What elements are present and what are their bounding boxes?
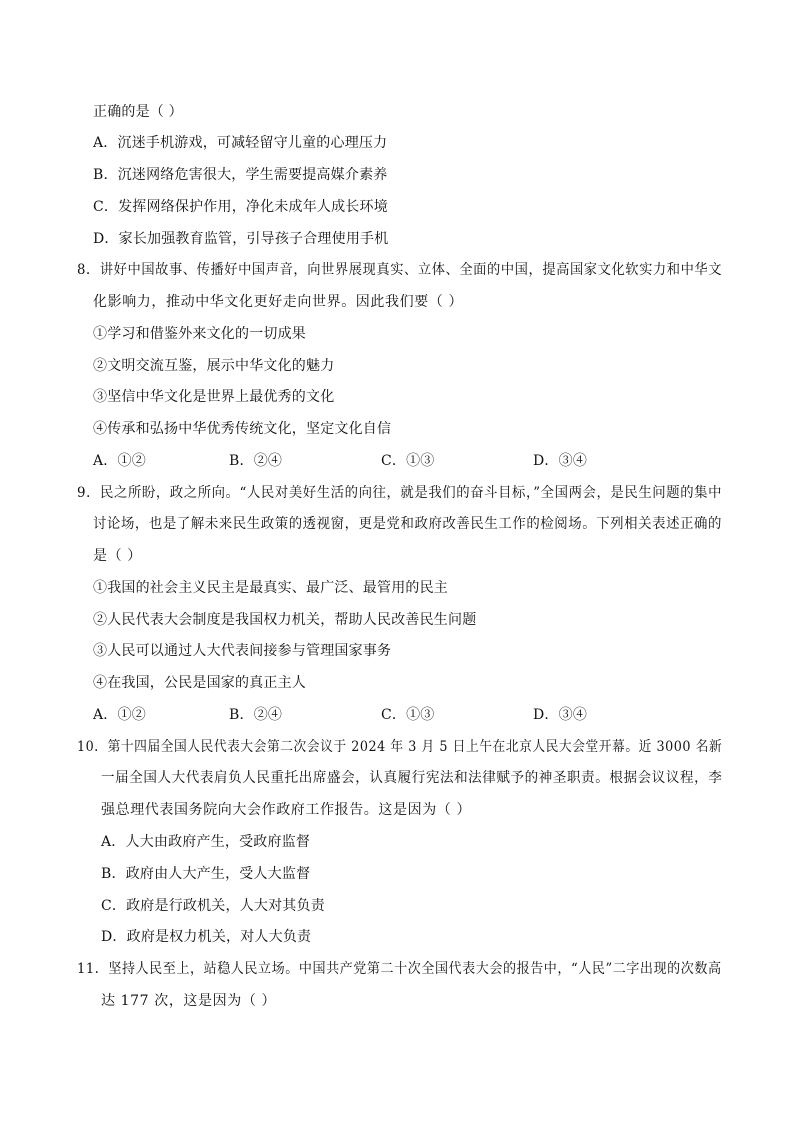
q9-statement-2: ②人民代表大会制度是我国权力机关，帮助人民改善民生问题 bbox=[93, 612, 477, 628]
q9-choice-a: A．①② bbox=[93, 707, 146, 723]
q9-stem-line-3: 是（ ） bbox=[93, 548, 142, 564]
q10-stem-line-1: 10．第十四届全国人民代表大会第二次会议于 2024 年 3 月 5 日上午在北京人民大会堂开幕。近 3000 名新 bbox=[77, 739, 723, 755]
q8-choice-d: D．③④ bbox=[533, 453, 588, 469]
q7-stem-tail: 正确的是（ ） bbox=[93, 104, 183, 120]
q9-stem-line-2: 讨论场，也是了解未来民生政策的透视窗，更是党和政府改善民生工作的检阅场。下列相关表述正确的 bbox=[93, 516, 723, 532]
q7-option-d: D．家长加强教育监管，引导孩子合理使用手机 bbox=[93, 231, 389, 247]
q9-statement-4: ④在我国，公民是国家的真正主人 bbox=[93, 675, 306, 691]
q8-statement-4: ④传承和弘扬中华优秀传统文化，坚定文化自信 bbox=[93, 421, 392, 437]
q9-choice-b: B．②④ bbox=[229, 707, 283, 723]
q9-stem-line-1: 9．民之所盼，政之所向。“人民对美好生活的向往，就是我们的奋斗目标，”全国两会，是民生问题的集中 bbox=[77, 485, 723, 501]
q11-stem-line-1: 11．坚持人民至上，站稳人民立场。中国共产党第二十次全国代表大会的报告中，“人民”二字出现的次数高 bbox=[77, 961, 722, 977]
q8-choice-b: B．②④ bbox=[229, 453, 283, 469]
q10-option-d: D．政府是权力机关，对人大负责 bbox=[101, 929, 312, 945]
q8-stem-line-2: 化影响力，推动中华文化更好走向世界。因此我们要（ ） bbox=[93, 294, 464, 310]
q11-stem-line-2: 达 177 次，这是因为（ ） bbox=[101, 993, 277, 1009]
q10-stem-line-3: 强总理代表国务院向大会作政府工作报告。这是因为（ ） bbox=[101, 802, 472, 818]
q9-choice-c: C．①③ bbox=[381, 707, 435, 723]
q10-option-c: C．政府是行政机关，人大对其负责 bbox=[101, 898, 325, 914]
q10-stem-line-2: 一届全国人大代表肩负人民重托出席盛会，认真履行宪法和法律赋予的神圣职责。根据会议议程，李 bbox=[101, 770, 723, 786]
q8-choice-c: C．①③ bbox=[381, 453, 435, 469]
q8-statement-1: ①学习和借鉴外来文化的一切成果 bbox=[93, 326, 306, 342]
q10-option-b: B．政府由人大产生，受人大监督 bbox=[101, 866, 311, 882]
q8-statement-3: ③坚信中华文化是世界上最优秀的文化 bbox=[93, 389, 335, 405]
q7-option-a: A．沉迷手机游戏，可减轻留守儿童的心理压力 bbox=[93, 135, 388, 151]
q8-choice-a: A．①② bbox=[93, 453, 146, 469]
q7-option-c: C．发挥网络保护作用，净化未成年人成长环境 bbox=[93, 199, 388, 215]
q9-choice-d: D．③④ bbox=[533, 707, 588, 723]
q8-stem-line-1: 8．讲好中国故事、传播好中国声音，向世界展现真实、立体、全面的中国，提高国家文化软实力和中华文 bbox=[77, 262, 723, 278]
q8-statement-2: ②文明交流互鉴，展示中华文化的魅力 bbox=[93, 358, 335, 374]
q10-option-a: A．人大由政府产生，受政府监督 bbox=[101, 834, 311, 850]
q9-statement-1: ①我国的社会主义民主是最真实、最广泛、最管用的民主 bbox=[93, 580, 448, 596]
q7-option-b: B．沉迷网络危害很大，学生需要提高媒介素养 bbox=[93, 167, 388, 183]
q9-statement-3: ③人民可以通过人大代表间接参与管理国家事务 bbox=[93, 643, 392, 659]
